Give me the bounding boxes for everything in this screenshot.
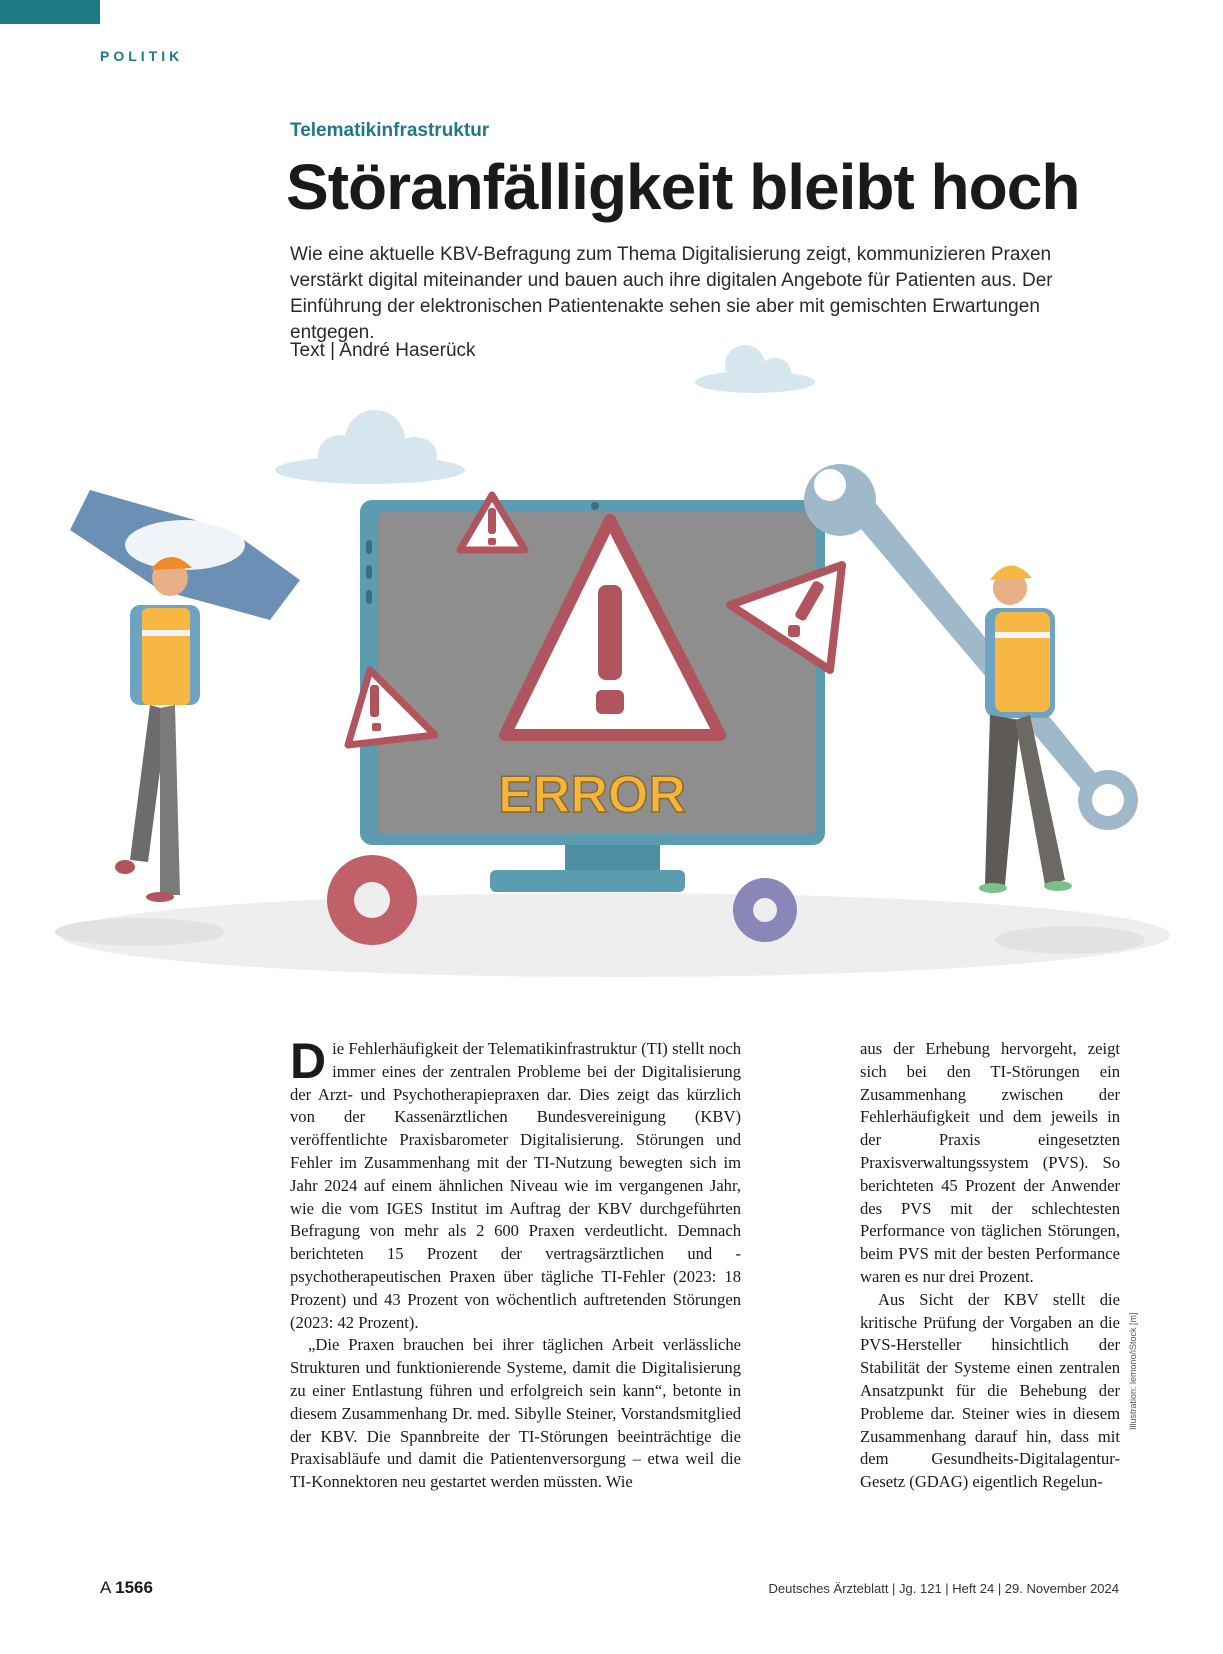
corner-accent-bar <box>0 0 100 24</box>
page-folio <box>100 1578 153 1598</box>
worker-right-shadow <box>995 926 1145 954</box>
body-paragraph-4: Aus Sicht der KBV stellt die kritische Prüfung der Vorgaben an die PVS-Hersteller hinsichtlich der Stabilität der Systeme einen zentralen Ansatzpunkt für die Behebung der Probleme dar. Steiner wies in diesem Zusammenhang darauf hin, dass mit dem Gesundheits-Digitalagentur-Gesetz (GDAG) eigentlich Regelun- <box>860 1289 1120 1492</box>
article-kicker: Telematikinfrastruktur <box>290 120 490 141</box>
section-label: POLITIK <box>100 48 184 64</box>
gear-red-icon <box>327 855 417 945</box>
article-byline: Text | André Haserück <box>290 340 476 361</box>
folio-number: 1566 <box>115 1578 153 1597</box>
folio-prefix: A <box>100 1578 111 1597</box>
body-paragraph-1 <box>290 1033 741 1334</box>
body-column-2 <box>860 1038 1120 1494</box>
body-paragraph-2: „Die Praxen brauchen bei ihrer täglichen Arbeit verlässliche Strukturen und funktionierende Systeme, damit die Digitalisierung zu einer Entlastung führen und erfolgreich sein kann“, betonte in diesem Zusammenhang Dr. med. Sibylle Steiner, Vorstandsmitglied der KBV. Die Spannbreite der TI-Störungen beeinträchtige die Praxisabläufe und damit die Patientenversorgung – etwa weil die TI-Konnektoren neu gestartet werden müssten. Wie <box>290 1335 741 1492</box>
worker-left-figure <box>70 490 300 902</box>
worker-left-shadow <box>55 918 225 946</box>
drop-cap: D <box>290 1033 327 1089</box>
gear-purple-icon <box>733 878 797 942</box>
error-illustration <box>30 340 1200 1000</box>
body-column-1 <box>290 1033 741 1494</box>
monitor-foot <box>490 870 685 892</box>
monitor-camera <box>591 502 599 510</box>
illustration-credit: Illustration: lemono/iStock [m] <box>1128 1312 1138 1430</box>
article-lead: Wie eine aktuelle KBV-Befragung zum Thema Digitalisierung zeigt, kommunizieren Praxen verstärkt digital miteinander und bauen auch ihre digitalen Angebote für Patienten aus. Der Einführung der elektronischen Patientenakte sehen sie aber mit gemischten Erwartungen entgegen. <box>290 244 1053 343</box>
cloud-right <box>695 345 815 393</box>
wrench-icon <box>804 464 1138 830</box>
body-paragraph-3: aus der Erhebung hervorgeht, zeigt sich bei den TI-Störungen ein Zusammenhang zwischen der Fehlerhäufigkeit und dem jeweils in der Praxis eingesetzten Praxisverwaltungssystem (PVS). So berichteten 45 Prozent der Anwender des PVS mit der schlechtesten Performance von täglichen Störungen, beim PVS mit der besten Performance waren es nur drei Prozent. <box>860 1039 1120 1286</box>
body-paragraph-1-text: ie Fehlerhäufigkeit der Telematikinfrastruktur (TI) stellt noch immer eines der zentralen Probleme bei der Digitalisierung der Arzt- und Psychotherapiepraxen dar. Dies zeigt das kürzlich von der Kassenärztlichen Bundesvereinigung (KBV) veröffentlichte Praxisbarometer Digitalisierung. Störungen und Fehler im Zusammenhang mit der TI-Nutzung bewegten sich im Jahr 2024 auf einem ähnlichen Niveau wie im vergangenen Jahr, wie die vom IGES Institut im Auftrag der KBV durchgeführten Befragung von mehr als 2 600 Praxen verdeutlicht. Demnach berichteten 15 Prozent der vertragsärztlichen und -psychotherapeutischen Praxen über tägliche TI-Fehler (2023: 18 Prozent) und 43 Prozent von wöchentlich auftretenden Störungen (2023: 42 Prozent). <box>290 1039 741 1332</box>
footer-source: Deutsches Ärzteblatt | Jg. 121 | Heft 24 | 29. November 2024 <box>768 1581 1119 1596</box>
error-screen-text: ERROR <box>498 766 686 824</box>
article-headline: Störanfälligkeit bleibt hoch <box>286 151 1080 223</box>
cloud-left <box>275 410 465 484</box>
